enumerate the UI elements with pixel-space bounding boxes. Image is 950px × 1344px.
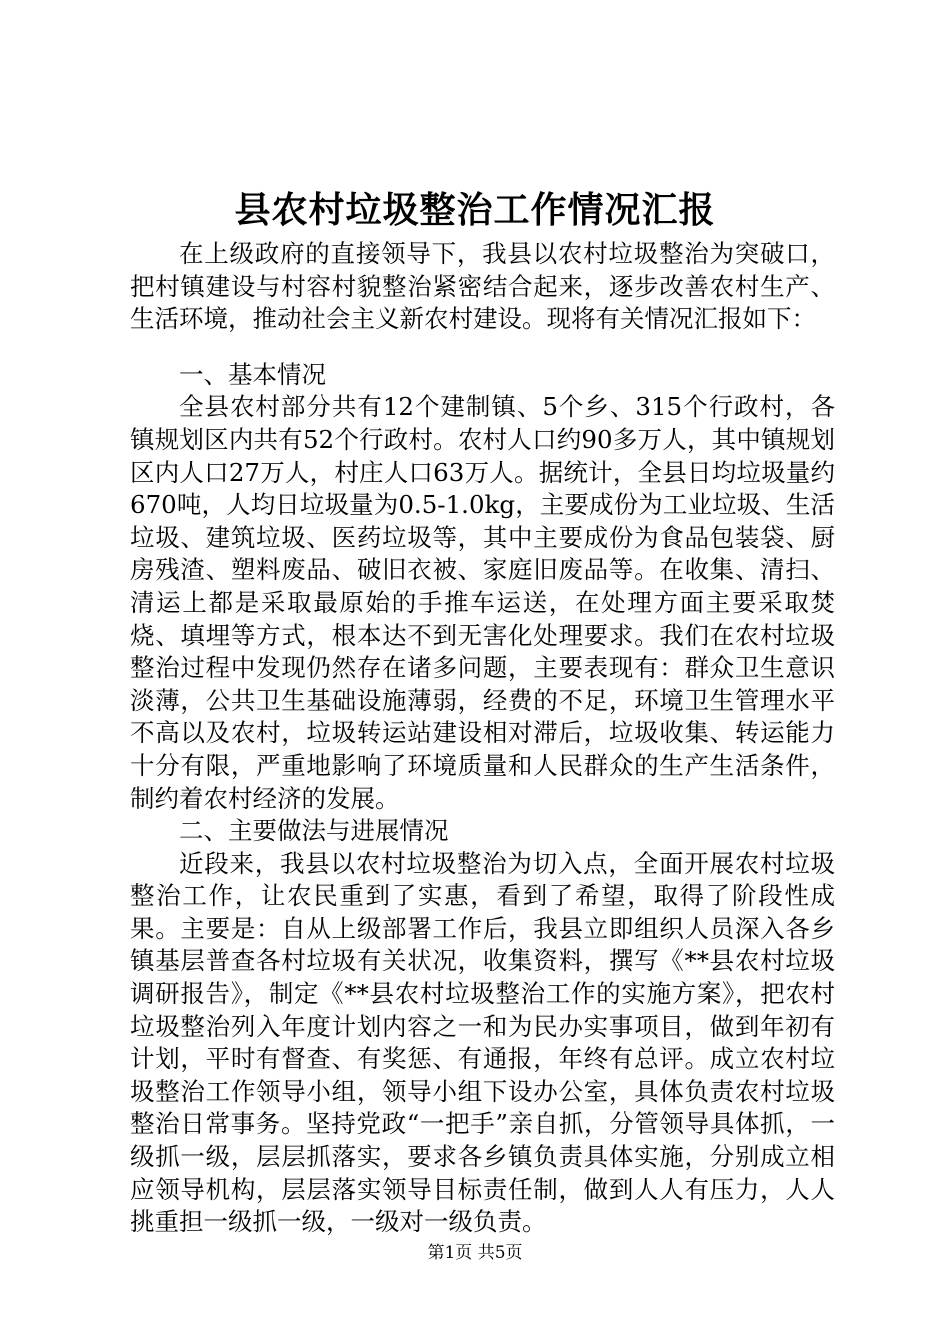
section-paragraph-measures: 近段来，我县以农村垃圾整治为切入点，全面开展农村垃圾整治工作，让农民重到了实惠，看到了希望，取得了阶段性成果。主要是：自从上级部署工作后，我县立即组织人员深入各乡镇基层普查各村垃圾有关状况，收集资料，撰写《**县农村垃圾调研报告》，制定《**县农村垃圾整治工作的实施方案》，把农村垃圾整治列入年度计划内容之一和为民办实事项目，做到年初有计划，平时有督查、有奖惩、有通报，年终有总评。成立农村垃圾整治工作领导小组，领导小组下设办公室，具体负责农村垃圾整治日常事务。坚持党政“一把手”亲自抓，分管领导具体抓，一级抓一级，层层抓落实，要求各乡镇负责具体实施，分别成立相应领导机构，层层落实领导目标责任制，做到人人有压力，人人挑重担一级抓一级，一级对一级负责。 (130, 848, 835, 1237)
intro-paragraph: 在上级政府的直接领导下，我县以农村垃圾整治为突破口，把村镇建设与村容村貌整治紧密结合起来，逐步改善农村生产、生活环境，推动社会主义新农村建设。现将有关情况汇报如下： (130, 239, 835, 334)
page-footer: 第1页 共5页 (427, 1243, 523, 1263)
document-body (130, 238, 835, 1239)
section-paragraph-basic: 全县农村部分共有12个建制镇、5个乡、315个行政村，各镇规划区内共有52个行政村。农村人口约90多万人，其中镇规划区内人口27万人，村庄人口63万人。据统计，全县日均垃圾量约670吨，人均日垃圾量为0.5-1.0kg，主要成份为工业垃圾、生活垃圾、建筑垃圾、医药垃圾等，其中主要成份为食品包装袋、厨房残渣、塑料废品、破旧衣被、家庭旧废品等。在收集、清扫、清运上都是采取最原始的手推车运送，在处理方面主要采取焚烧、填埋等方式，根本达不到无害化处理要求。我们在农村垃圾整治过程中发现仍然存在诸多问题，主要表现有：群众卫生意识淡薄，公共卫生基础设施薄弱，经费的不足，环境卫生管理水平不高以及农村，垃圾转运站建设相对滞后，垃圾收集、转运能力十分有限，严重地影响了环境质量和人民群众的生产生活条件，制约着农村经济的发展。 (130, 392, 835, 813)
section-heading-basic: 一、基本情况 (179, 359, 326, 389)
page-title: 县农村垃圾整治工作情况汇报 (234, 189, 716, 231)
section-heading-measures: 二、主要做法与进展情况 (179, 816, 449, 846)
paragraph-gap (130, 336, 835, 359)
